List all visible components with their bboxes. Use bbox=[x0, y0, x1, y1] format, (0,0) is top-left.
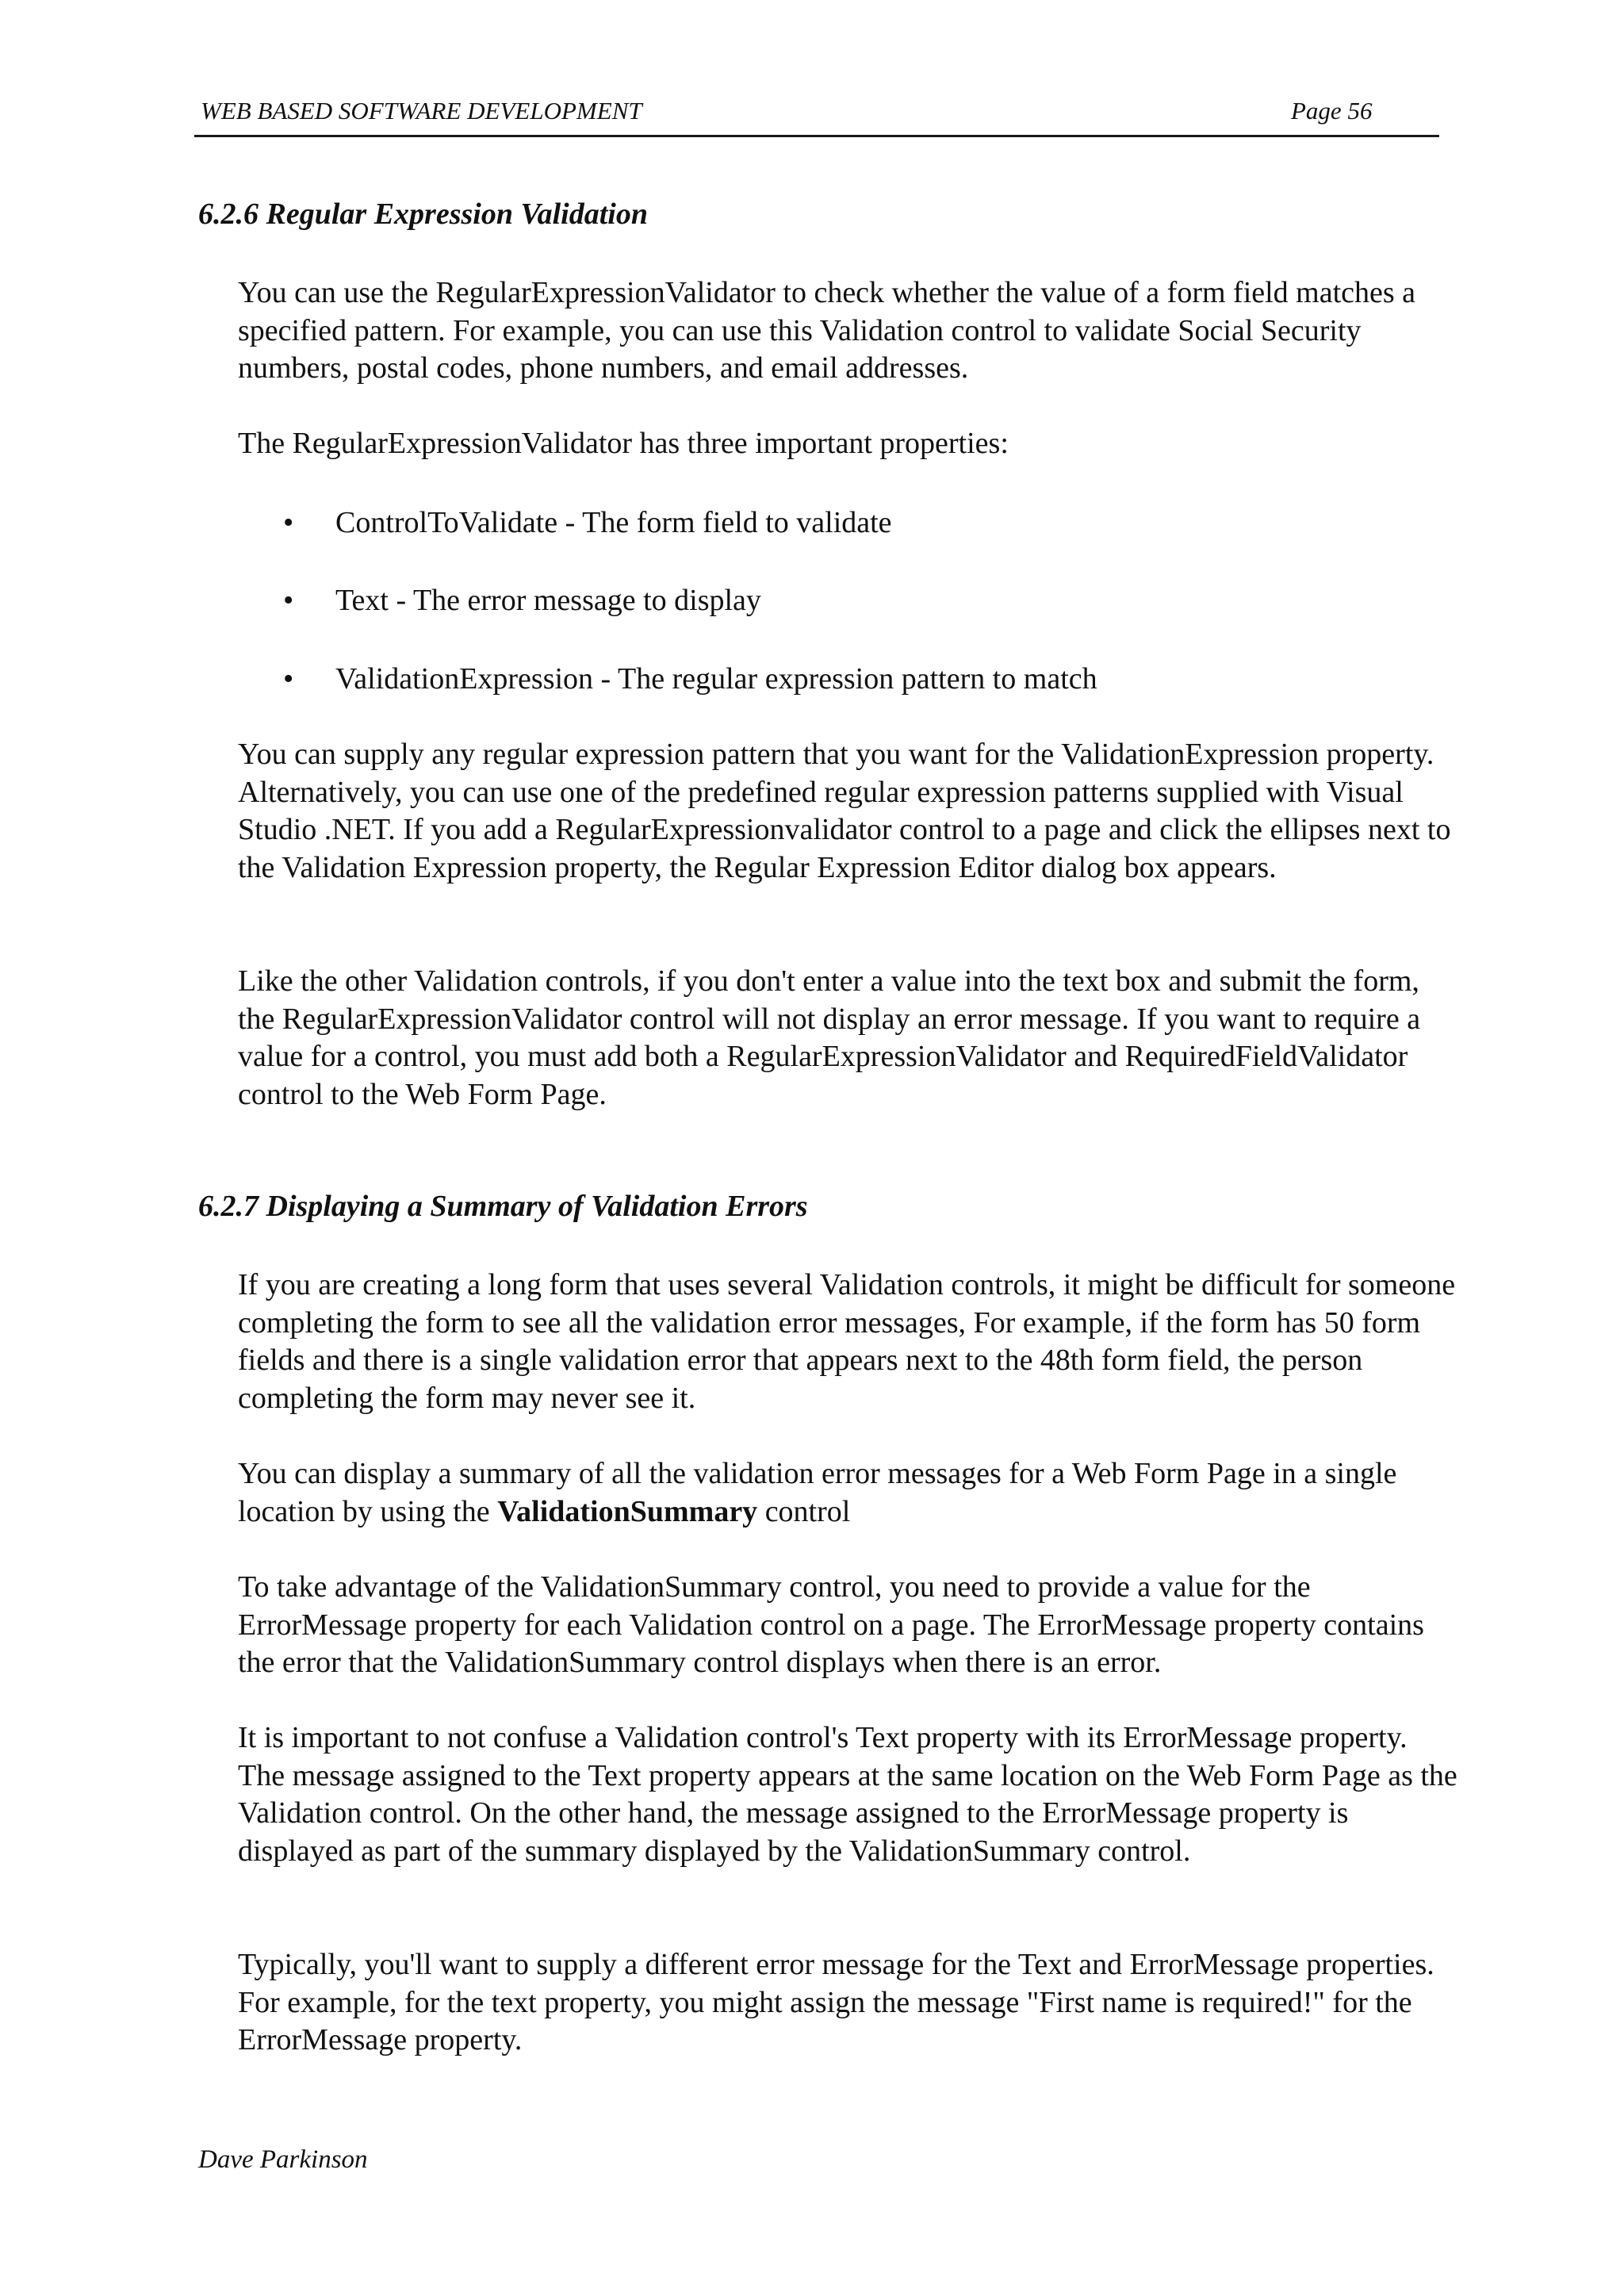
bullet-icon: • bbox=[283, 662, 294, 696]
paragraph-text: You can display a summary of all the validation error messages for a Web Form Page in a single location by using the bbox=[238, 1457, 1397, 1528]
section-heading-validation-summary: 6.2.7 Displaying a Summary of Validation Errors bbox=[198, 1190, 808, 1223]
list-item-text: ControlToValidate - The form field to validate bbox=[335, 506, 892, 539]
paragraph-long-form: If you are creating a long form that uses several Validation controls, it might be difficult for someone completing the form to see all the validation error messages, For example, if the form has 50 form fields and there is a single validation error that appears next to the 48th form field, the person completing the form may never see it. bbox=[238, 1268, 1456, 1415]
header-title: WEB BASED SOFTWARE DEVELOPMENT bbox=[201, 97, 642, 125]
page-number: Page 56 bbox=[1291, 97, 1373, 125]
paragraph-properties-intro: The RegularExpressionValidator has three important properties: bbox=[238, 427, 1009, 460]
validation-summary-term: ValidationSummary bbox=[497, 1494, 758, 1528]
paragraph-error-message: To take advantage of the ValidationSummary control, you need to provide a value for the ErrorMessage property for each Validation control on a page. The ErrorMessage property contains the error that the ValidationSummary control displays when there is an error. bbox=[238, 1570, 1424, 1680]
list-item-text: Text - The error message to display bbox=[335, 584, 761, 617]
paragraph-different-messages: Typically, you'll want to supply a different error message for the Text and ErrorMessage properties. For example, for the text property, you might assign the message "First name is required!" for the ErrorMessage property. bbox=[238, 1948, 1434, 2057]
paragraph-regex-patterns: You can supply any regular expression pattern that you want for the ValidationExpression property. Alternatively, you can use one of the predefined regular expression patterns supplied with Visual Studio .NET. If you add a RegularExpressionvalidator control to a page and click the ellipses next to the Validation Expression property, the Regular Expression Editor dialog box appears. bbox=[238, 738, 1451, 884]
paragraph-summary-control bbox=[238, 1455, 1459, 1531]
paragraph-regex-required: Like the other Validation controls, if you don't enter a value into the text box and submit the form, the RegularExpressionValidator control will not display an error message. If you want to require a value for a control, you must add both a RegularExpressionValidator and RequiredFieldValidator control to the Web Form Page. bbox=[238, 964, 1421, 1111]
bullet-icon: • bbox=[283, 506, 294, 539]
bullet-icon: • bbox=[283, 584, 294, 617]
paragraph-text: control bbox=[764, 1494, 851, 1528]
footer-author: Dave Parkinson bbox=[198, 2145, 368, 2174]
paragraph-text-vs-error: It is important to not confuse a Validation control's Text property with its ErrorMessage property. The message assigned to the Text property appears at the same location on the Web Form Page as the Validation control. On the other hand, the message assigned to the ErrorMessage property is displayed as part of the summary displayed by the ValidationSummary control. bbox=[238, 1721, 1457, 1868]
page-header bbox=[194, 95, 1439, 137]
paragraph-regex-intro: You can use the RegularExpressionValidator to check whether the value of a form field matches a specified pattern. For example, you can use this Validation control to validate Social Security numbers, postal codes, phone numbers, and email addresses. bbox=[238, 276, 1416, 385]
list-item-text: ValidationExpression - The regular expression pattern to match bbox=[335, 662, 1097, 696]
section-heading-regex-validation: 6.2.6 Regular Expression Validation bbox=[198, 197, 648, 231]
